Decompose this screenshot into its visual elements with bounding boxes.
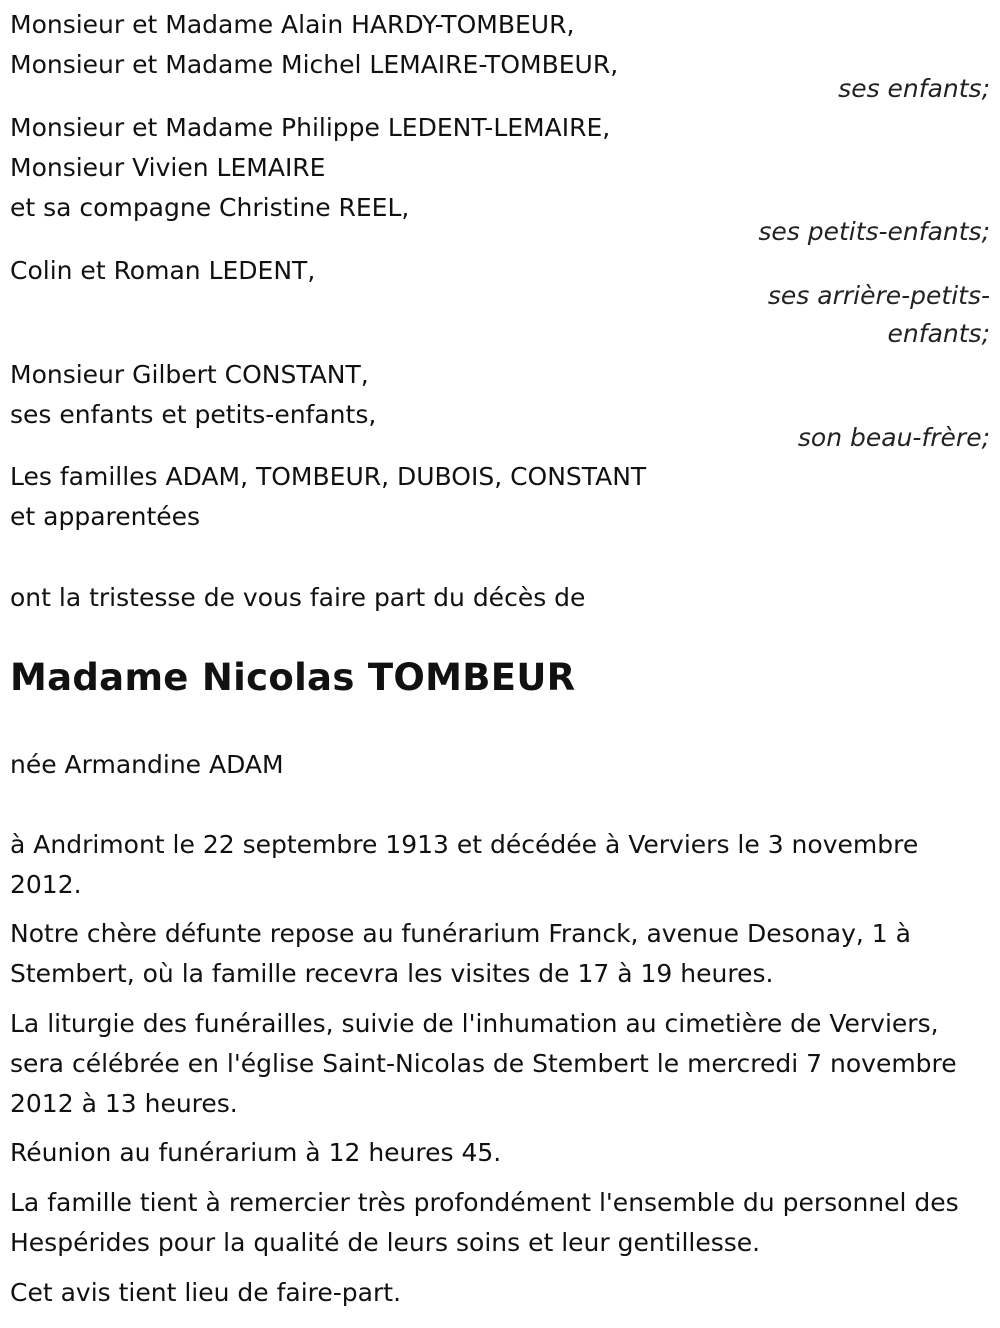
- visitation-paragraph: Notre chère défunte repose au funérarium Franck, avenue Desonay, 1 à Stembert, où la famille recevra les visites de 17 à 19 heures.: [10, 919, 911, 988]
- children-line: Monsieur et Madame Alain HARDY-TOMBEUR,: [10, 10, 575, 39]
- maiden-name: née Armandine ADAM: [10, 750, 284, 779]
- grandchildren-line: Monsieur et Madame Philippe LEDENT-LEMAIRE,: [10, 113, 611, 142]
- brother-in-law-line: Monsieur Gilbert CONSTANT,: [10, 360, 369, 389]
- great-grandchildren-role-line: enfants;: [887, 319, 990, 348]
- families-line: Les familles ADAM, TOMBEUR, DUBOIS, CONSTANT: [10, 462, 647, 491]
- brother-in-law-line: ses enfants et petits-enfants,: [10, 400, 377, 429]
- announcement: ont la tristesse de vous faire part du décès de: [10, 583, 586, 612]
- great-grandchildren-role-line: ses arrière-petits-: [767, 281, 990, 310]
- children-line: Monsieur et Madame Michel LEMAIRE-TOMBEUR,: [10, 50, 619, 79]
- meeting-paragraph: Réunion au funérarium à 12 heures 45.: [10, 1138, 502, 1167]
- families-line: et apparentées: [10, 502, 201, 531]
- funeral-paragraph: La liturgie des funérailles, suivie de l'inhumation au cimetière de Verviers, sera célébrée en l'église Saint-Nicolas de Stembert le mercredi 7 novembre 2012 à 13 heures.: [10, 1009, 957, 1118]
- children-role: ses enfants;: [838, 74, 990, 103]
- closing-paragraph: Cet avis tient lieu de faire-part.: [10, 1278, 402, 1307]
- grandchildren-line: Monsieur Vivien LEMAIRE: [10, 153, 326, 182]
- grandchildren-block: [10, 108, 985, 228]
- great-grandchildren-line: Colin et Roman LEDENT,: [10, 256, 316, 285]
- families-block: [10, 457, 985, 537]
- grandchildren-role: ses petits-enfants;: [758, 217, 990, 246]
- brother-in-law-role: son beau-frère;: [797, 423, 990, 452]
- great-grandchildren-role: [768, 277, 990, 353]
- birth-death-paragraph: à Andrimont le 22 septembre 1913 et décédée à Verviers le 3 novembre 2012.: [10, 830, 919, 899]
- deceased-name: Madame Nicolas TOMBEUR: [10, 656, 576, 699]
- grandchildren-line: et sa compagne Christine REEL,: [10, 193, 410, 222]
- thanks-paragraph: La famille tient à remercier très profondément l'ensemble du personnel des Hespérides pour la qualité de leurs soins et leur gentillesse.: [10, 1188, 959, 1257]
